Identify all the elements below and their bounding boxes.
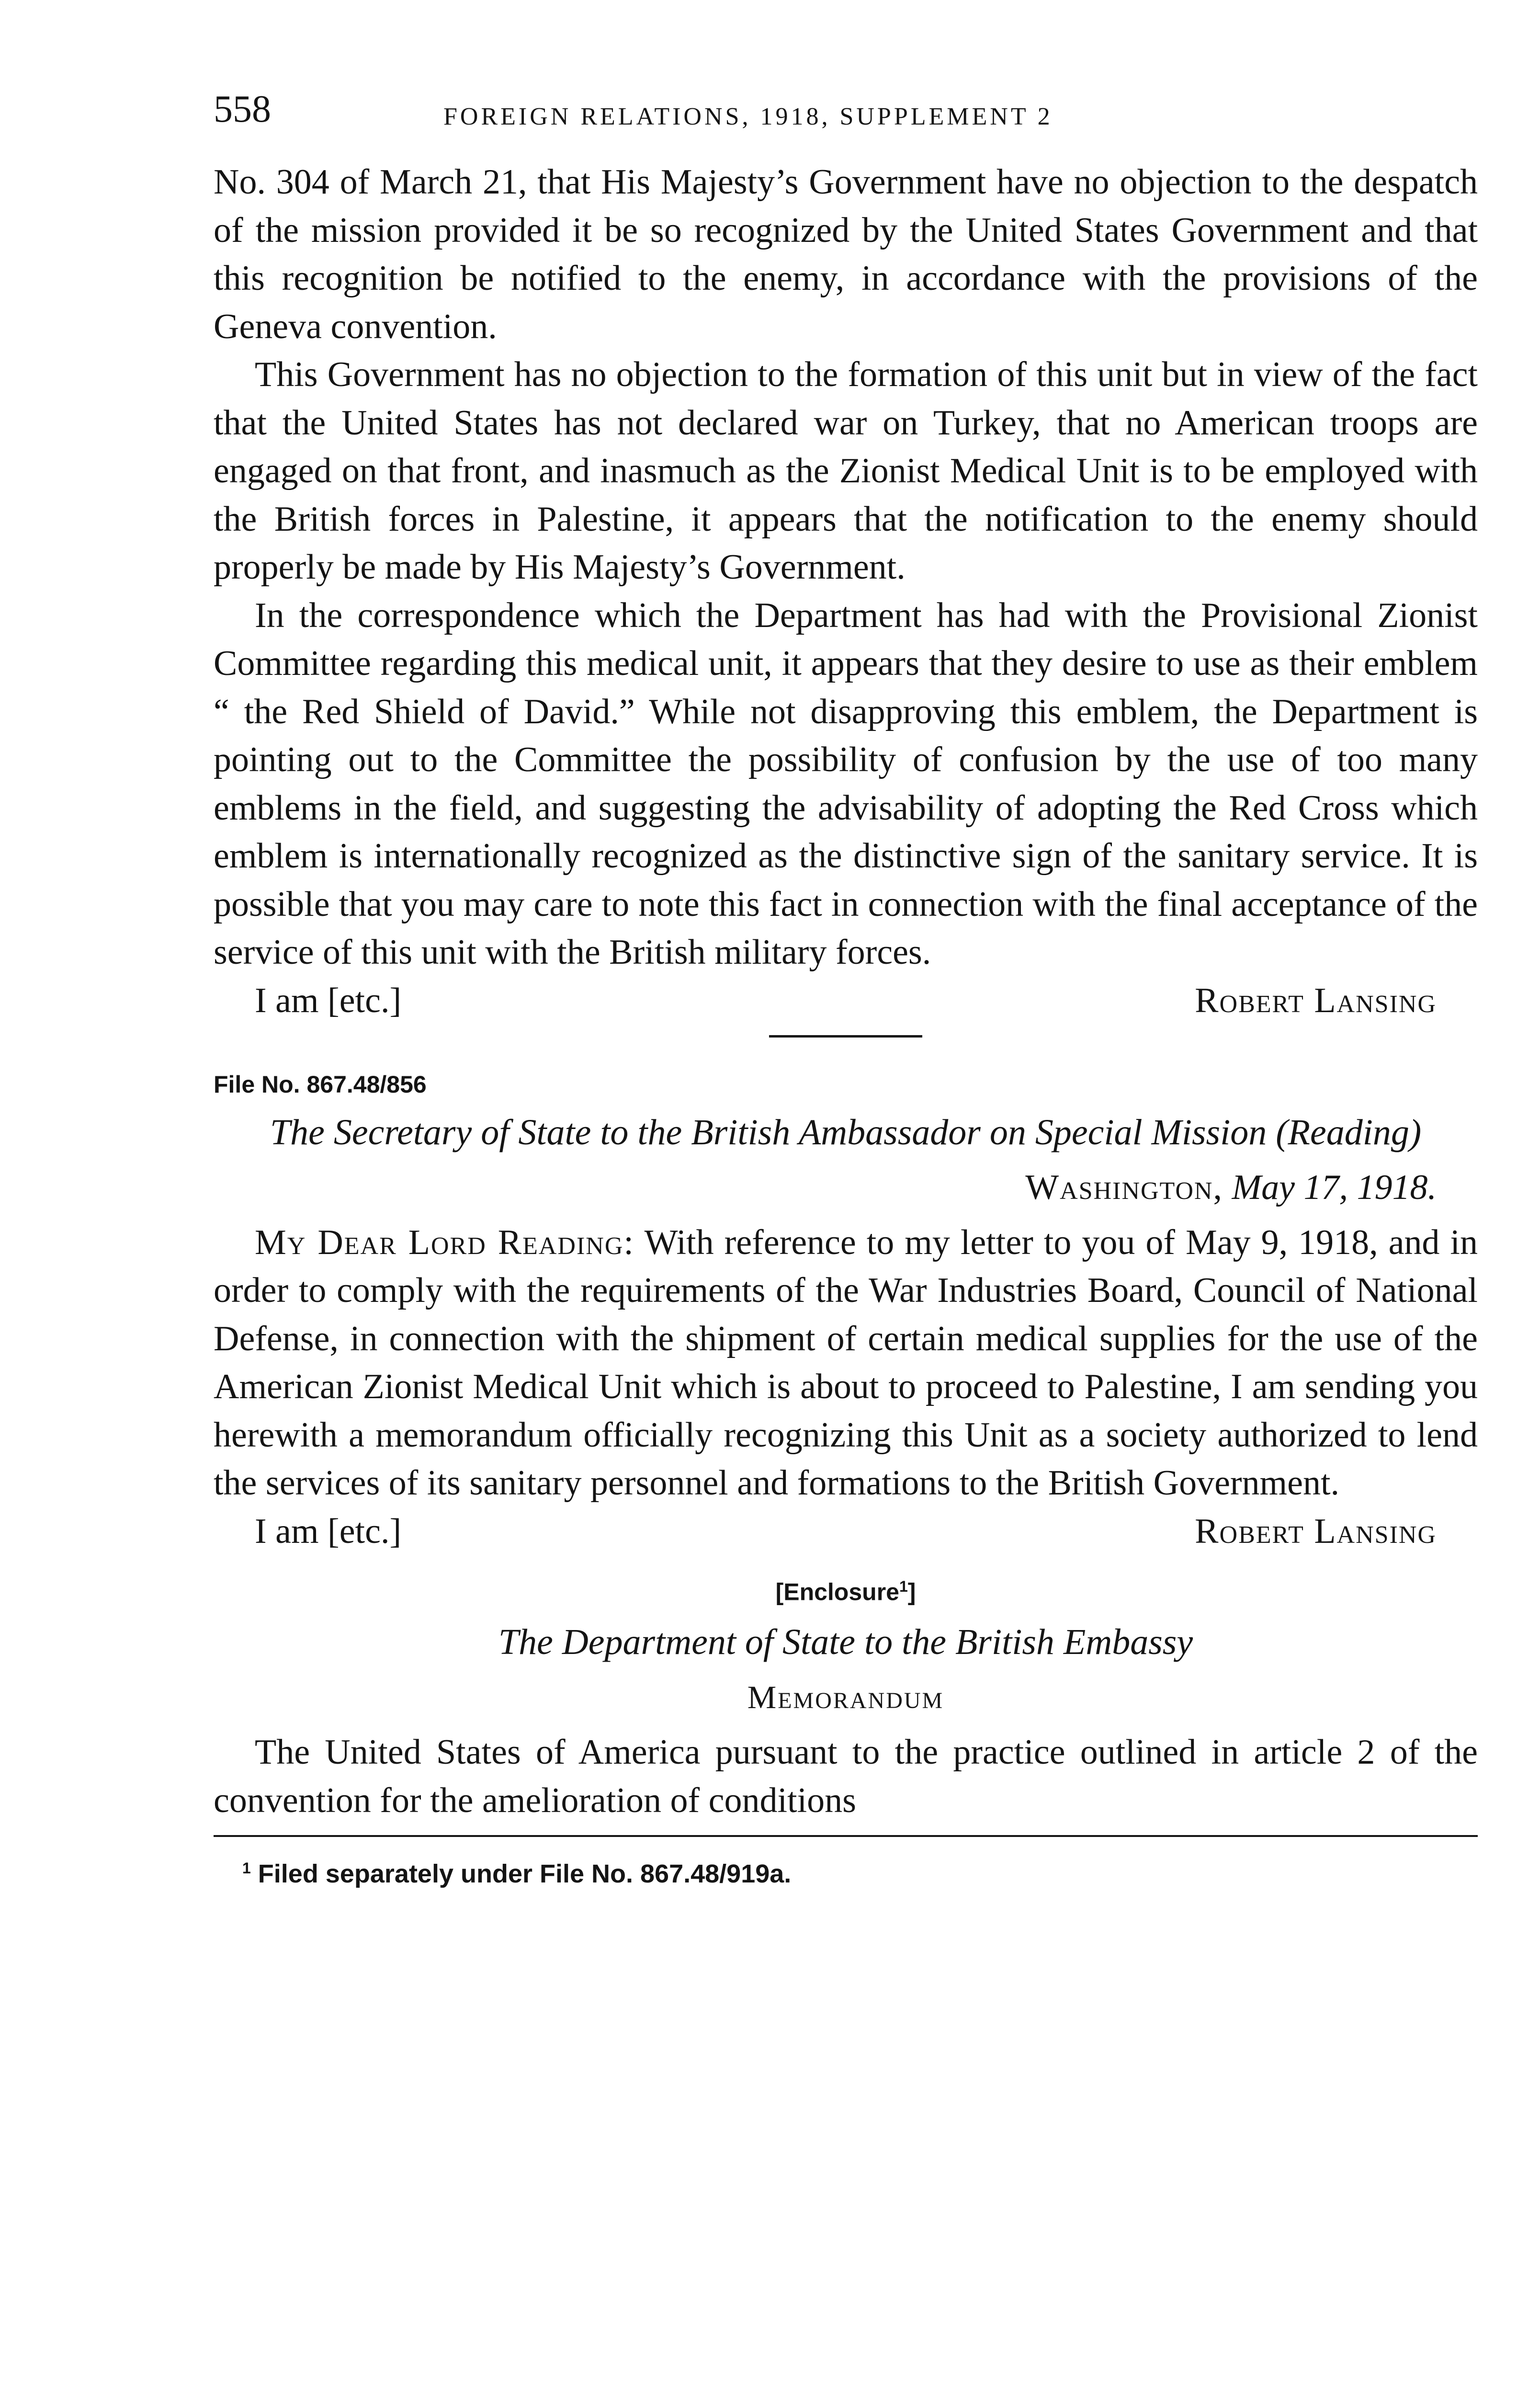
dateline-place: Washington, <box>1025 1167 1223 1207</box>
enclosure-heading: The Department of State to the British Embassy <box>498 1622 1193 1663</box>
enclosure-label <box>214 1565 1478 1614</box>
dateline <box>214 1161 1478 1214</box>
footnote-text: Filed separately under File No. 867.48/919a. <box>250 1859 792 1889</box>
document-page <box>214 86 1478 1891</box>
footnote <box>214 1851 1478 1891</box>
letter-2-closing <box>214 1507 1478 1555</box>
memorandum-body <box>214 1728 1478 1825</box>
paragraph-text: With reference to my letter to you of May 9, 1918, and in order to comply with the requirements of the War Industries Board, Council of National Defense, in connection with the shipment of certain medical supplies for the use of the American Zionist Medical Unit which is about to proceed to Palestine, I am sending you herewith a memorandum officially recognizing this Unit as a society authorized to lend the services of its sanitary personnel and formations to the British Government. <box>214 1222 1478 1503</box>
running-head <box>214 86 1478 158</box>
signature: Robert Lansing <box>1195 981 1437 1020</box>
footnote-divider <box>214 1835 1478 1837</box>
page-number: 558 <box>214 88 271 130</box>
paragraph: No. 304 of March 21, that His Majesty’s Government have no objection to the despatch of the mission provided it be so recognized by the United States Government and that this recognition be notified to the enemy, in accordance with the provisions of the Geneva convention. <box>214 162 1478 346</box>
file-number: File No. 867.48/856 <box>214 1071 427 1098</box>
letter-2-body <box>214 1219 1478 1507</box>
paragraph: In the correspondence which the Department has had with the Provisional Zionist Committee regarding this medical unit, it appears that they desire to use as their emblem “ the Red Shield of David.” While not disapproving this emblem, the Department is pointing out to the Committee the possibility of confusion by the use of too many emblems in the field, and suggesting the advisability of adopting the Red Cross which emblem is internationally recognized as the distinctive sign of the sanitary service. It is possible that you may care to note this fact in connection with the final acceptance of the service of this unit with the British military forces. <box>214 595 1478 972</box>
enclosure-label-close: ] <box>907 1578 916 1606</box>
footnote-reference: 1 <box>899 1577 908 1595</box>
paragraph: This Government has no objection to the formation of this unit but in view of the fact that the United States has not declared war on Turkey, that no American troops are engaged on that front, and inasmuch as the Zionist Medical Unit is to be employed with the British forces in Palestine, it appears that the notification to the enemy should properly be made by His Majesty’s Government. <box>214 355 1478 587</box>
paragraph: The United States of America pursuant to the practice outlined in article 2 of the convention for the amelioration of conditions <box>214 1733 1478 1820</box>
signature: Robert Lansing <box>1195 1511 1437 1551</box>
memorandum-title: Memorandum <box>747 1679 944 1716</box>
section-divider <box>769 1035 922 1038</box>
closing-text: I am [etc.] <box>255 981 402 1020</box>
salutation: My Dear Lord Reading: <box>255 1222 634 1262</box>
enclosure-label-text: [Enclosure <box>775 1578 899 1606</box>
letter-1 <box>214 158 1478 977</box>
footnote-mark: 1 <box>242 1859 251 1877</box>
letter-1-closing <box>214 977 1478 1025</box>
letter-2-heading: The Secretary of State to the British Ambassador on Special Mission (Reading) <box>270 1112 1422 1152</box>
dateline-date: May 17, 1918. <box>1232 1167 1437 1207</box>
paragraph <box>214 1219 1478 1507</box>
closing-text: I am [etc.] <box>255 1511 402 1551</box>
running-title: FOREIGN RELATIONS, 1918, SUPPLEMENT 2 <box>443 103 1053 130</box>
